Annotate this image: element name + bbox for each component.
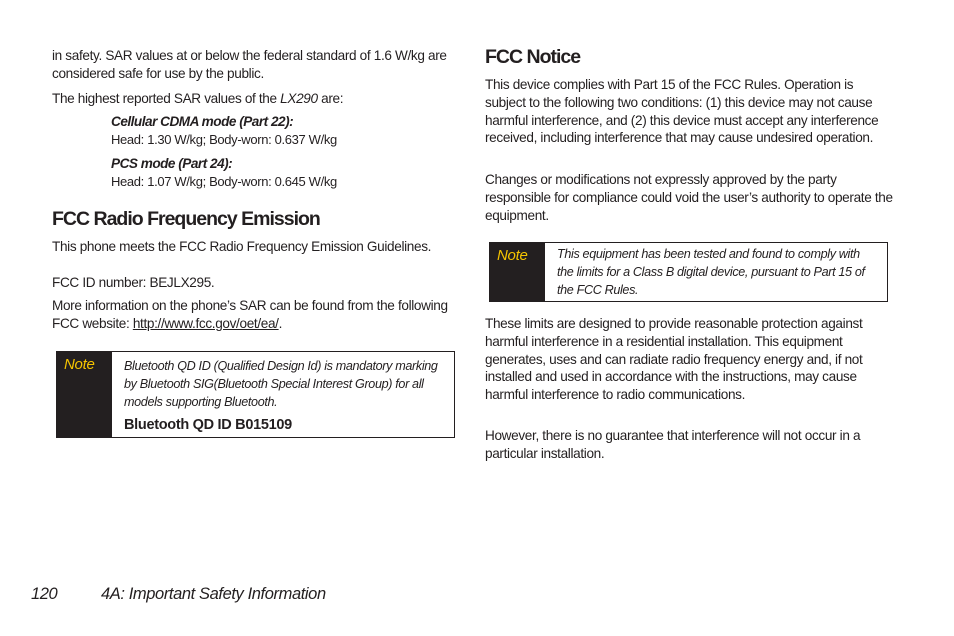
pcs-mode-values: Head: 1.07 W/kg; Body-worn: 0.645 W/kg — [111, 174, 337, 189]
sar-intro-end: are: — [317, 91, 344, 106]
bluetooth-note-text: Bluetooth QD ID (Qualified Design Id) is mandatory marking by Bluetooth SIG(Bluetooth Special Interest Group) for all models supporting Bluetooth. — [124, 359, 438, 409]
sar-intro-text: The highest reported SAR values of the — [52, 91, 281, 106]
more-info-end: . — [278, 315, 283, 331]
meets-guidelines-paragraph: This phone meets the FCC Radio Frequency Emission Guidelines. — [52, 239, 432, 254]
note-label: Note — [497, 247, 528, 264]
fcc-notice-paragraph-4: However, there is no guarantee that interference will not occur in a particular installation. — [485, 428, 861, 461]
page-number: 120 — [31, 585, 58, 603]
pcs-mode-title: PCS mode (Part 24): — [111, 156, 233, 171]
intro-paragraph: in safety. SAR values at or below the federal standard of 1.6 W/kg are considered safe for use by the public. — [52, 48, 447, 81]
note-label: Note — [64, 356, 95, 373]
class-b-note-text: This equipment has been tested and found to comply with the limits for a Class B digital device, pursuant to Part 15 of the FCC Rules. — [557, 247, 865, 297]
fcc-notice-paragraph-1: This device complies with Part 15 of the FCC Rules. Operation is subject to the following two conditions: (1) this device may not cause harmful interference, and (2) this device must accept any interference received, including interference that may cause undesired operation. — [485, 77, 879, 146]
sar-model: LX290 — [280, 91, 318, 106]
fcc-id-line: FCC ID number: BEJLX295. — [52, 275, 215, 290]
class-b-note-box — [489, 242, 888, 302]
fcc-notice-paragraph-2: Changes or modifications not expressly approved by the party responsible for compliance could void the user’s authority to operate the equipment. — [485, 172, 893, 223]
more-info-paragraph — [52, 297, 452, 333]
bluetooth-note-box — [56, 351, 455, 438]
bluetooth-qd-id: Bluetooth QD ID B015109 — [124, 417, 292, 433]
fcc-notice-heading: FCC Notice — [485, 46, 581, 68]
sar-intro-paragraph — [52, 90, 462, 108]
more-info-text: More information on the phone’s SAR can be found from the following FCC website: — [52, 298, 448, 331]
fcc-notice-paragraph-3: These limits are designed to provide reasonable protection against harmful interference in a residential installation. This equipment generates, uses and can radiate radio frequency energy and, if not installed and used in accordance with the instructions, may cause harmful interference to radio communications. — [485, 316, 863, 403]
cdma-mode-values: Head: 1.30 W/kg; Body-worn: 0.637 W/kg — [111, 132, 337, 147]
fcc-website-link[interactable]: http://www.fcc.gov/oet/ea/ — [132, 315, 279, 331]
section-title: 4A: Important Safety Information — [101, 585, 326, 603]
rf-emission-heading: FCC Radio Frequency Emission — [52, 208, 320, 230]
cdma-mode-title: Cellular CDMA mode (Part 22): — [111, 114, 294, 129]
